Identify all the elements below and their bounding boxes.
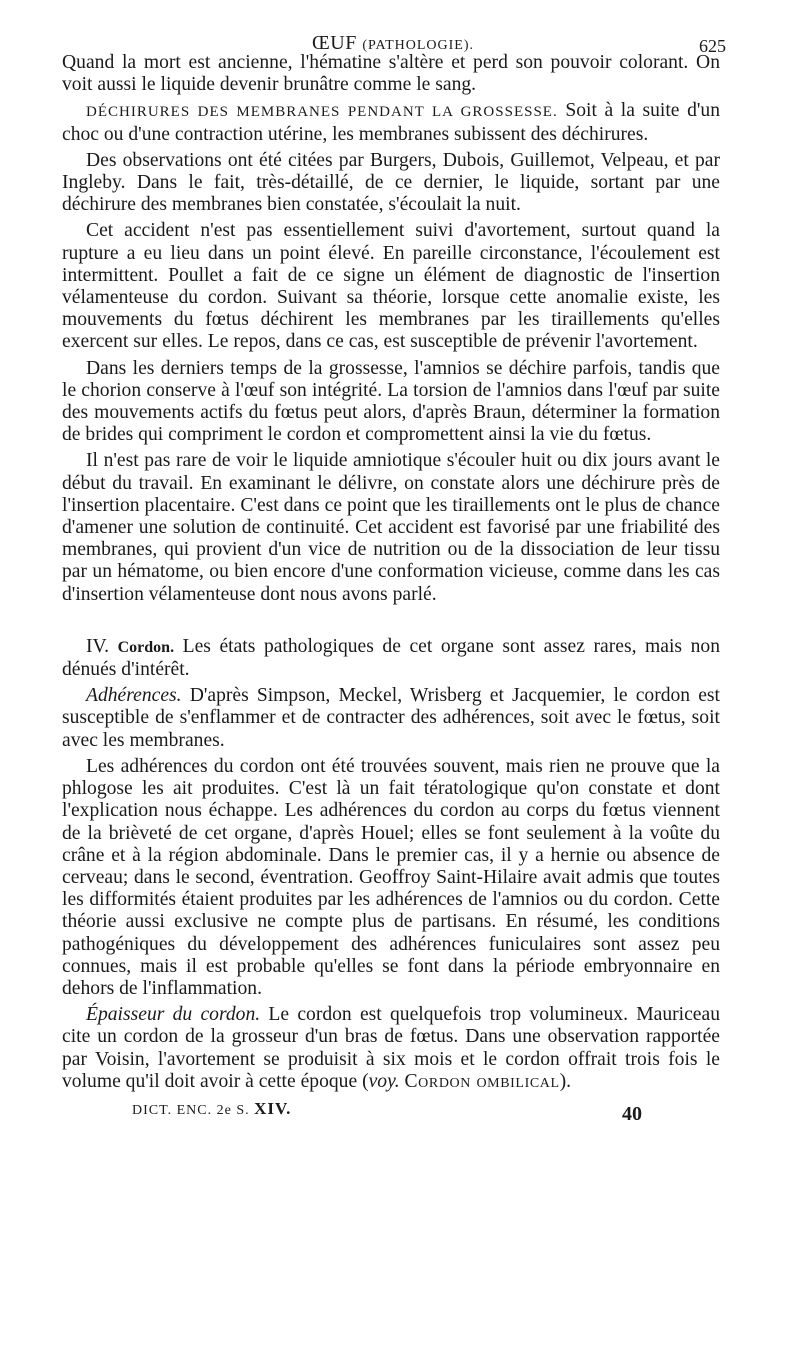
section-heading-cordon: Cordon. bbox=[117, 638, 175, 656]
running-header bbox=[62, 26, 726, 56]
paragraph: Quand la mort est ancienne, l'hématine s'altère et perd son pouvoir colorant. On voit aussi le liquide devenir brunâtre comme le sang. bbox=[62, 52, 720, 96]
paragraph: Il n'est pas rare de voir le liquide amniotique s'écouler huit ou dix jours avant le début du travail. En examinant le délivre, on constate alors une déchirure près de l'insertion placentaire. C'est dans ce point que les tiraillements ont le plus de chance d'amener une solution de continuité. Cet accident est favorisé par une friabilité des membranes, qui provient d'un vice de nutrition ou de la dissociation de leur tissu par un hématome, ou bien encore d'une conformation vicieuse, comme dans les cas d'insertion vélamenteuse dont nous avons parlé. bbox=[62, 450, 720, 605]
body-text bbox=[62, 52, 720, 1093]
paragraph: Dans les derniers temps de la grossesse, l'amnios se déchire parfois, tandis que le chorion conserve à l'œuf son intégrité. La torsion de l'amnios dans l'œuf par suite des mouvements actifs du fœtus peut alors, d'après Braun, déterminer la formation de brides qui compriment le cordon et compromettent ainsi la vie du fœtus. bbox=[62, 357, 720, 446]
paragraph: Des observations ont été citées par Burgers, Dubois, Guillemot, Velpeau, et par Ingleby. Dans le fait, très-détaillé, de ce dernier, le liquide, sortant par une déchirure des membranes bien constatée, s'écoulait la nuit. bbox=[62, 149, 720, 216]
paragraph: Les adhérences du cordon ont été trouvées souvent, mais rien ne prouve que la phlogose les ait produites. C'est là un fait tératologique qu'on constate et dont l'explication nous échappe. Les adhérences du cordon au corps du fœtus viennent de la brièveté de cet organe, d'après Houel; elles se font seulement à la voûte du crâne et à la région abdominale. Dans le premier cas, il y a hernie ou absence de cerveau; dans le second, éventration. Geoffroy Saint-Hilaire avait admis que toutes les difformités étaient produites par les adhérences de l'amnios ou du cordon. Cette théorie aussi exclusive ne compte plus de partisans. En résumé, les conditions pathogéniques du développement des adhérences funiculaires sont assez peu connues, mais il est probable qu'elles se font dans la période embryonnaire en dehors de l'inflammation. bbox=[62, 755, 720, 999]
paragraph-text: D'après Simpson, Meckel, Wrisberg et Jacquemier, le cordon est susceptible de s'enflammer et de contracter des adhérences, soit avec le fœtus, soit avec les membranes. bbox=[62, 685, 720, 751]
paragraph bbox=[62, 636, 720, 681]
sheet-number: 40 bbox=[622, 1102, 642, 1125]
paragraph-text: Le cordon est quelquefois trop volumineux. Mauriceau cite un cordon de la grosseur d'un bras de fœtus. Dans une observation rapportée par Voisin, l'avortement se produisit à six mois et le cordon offrait trois fois le volume qu'il doit avoir à cette époque ( bbox=[62, 1004, 720, 1092]
paragraph bbox=[62, 100, 720, 145]
paragraph-text: Soit à la suite d'un choc ou d'une contraction utérine, les membranes subissent des déchirures. bbox=[62, 100, 720, 145]
cross-reference-voy: voy. bbox=[368, 1070, 400, 1092]
printer-signature bbox=[132, 1099, 291, 1119]
paragraph bbox=[62, 1004, 720, 1093]
document-page bbox=[62, 26, 726, 1127]
running-title bbox=[312, 32, 474, 55]
cross-reference-target: Cordon ombilical bbox=[404, 1070, 560, 1092]
signature-text: DICT. ENC. 2e S. bbox=[132, 1102, 250, 1118]
running-title-main: ŒUF bbox=[312, 32, 357, 54]
section-number: IV. bbox=[86, 635, 110, 657]
subsection-heading-epaisseur: Épaisseur du cordon. bbox=[86, 1004, 261, 1026]
paragraph-text-end: ). bbox=[559, 1070, 572, 1092]
paragraph: Cet accident n'est pas essentiellement suivi d'avortement, surtout quand la rupture a eu lieu dans un point élevé. En pareille circonstance, l'écoulement est intermittent. Poullet a fait de ce signe un élément de diagnostic de l'insertion vélamenteuse du cordon. Suivant sa théorie, lorsque cette anomalie existe, les mouvements du fœtus déchirent les membranes par les tiraillements qu'elles exercent sur elles. Le repos, dans ce cas, est susceptible de prévenir l'avortement. bbox=[62, 220, 720, 353]
page-number: 625 bbox=[699, 36, 726, 56]
section-heading-dechirures: DÉCHIRURES DES MEMBRANES PENDANT LA GROSSESSE. bbox=[86, 104, 558, 121]
paragraph bbox=[62, 685, 720, 752]
paragraph-text: Les états pathologiques de cet organe sont assez rares, mais non dénués d'intérêt. bbox=[62, 635, 720, 681]
volume-number: XIV. bbox=[254, 1098, 292, 1118]
section-gap bbox=[62, 610, 720, 636]
running-title-subtitle: (PATHOLOGIE). bbox=[362, 38, 475, 53]
page-footer bbox=[62, 1097, 720, 1127]
subsection-heading-adherences: Adhérences. bbox=[86, 685, 182, 707]
